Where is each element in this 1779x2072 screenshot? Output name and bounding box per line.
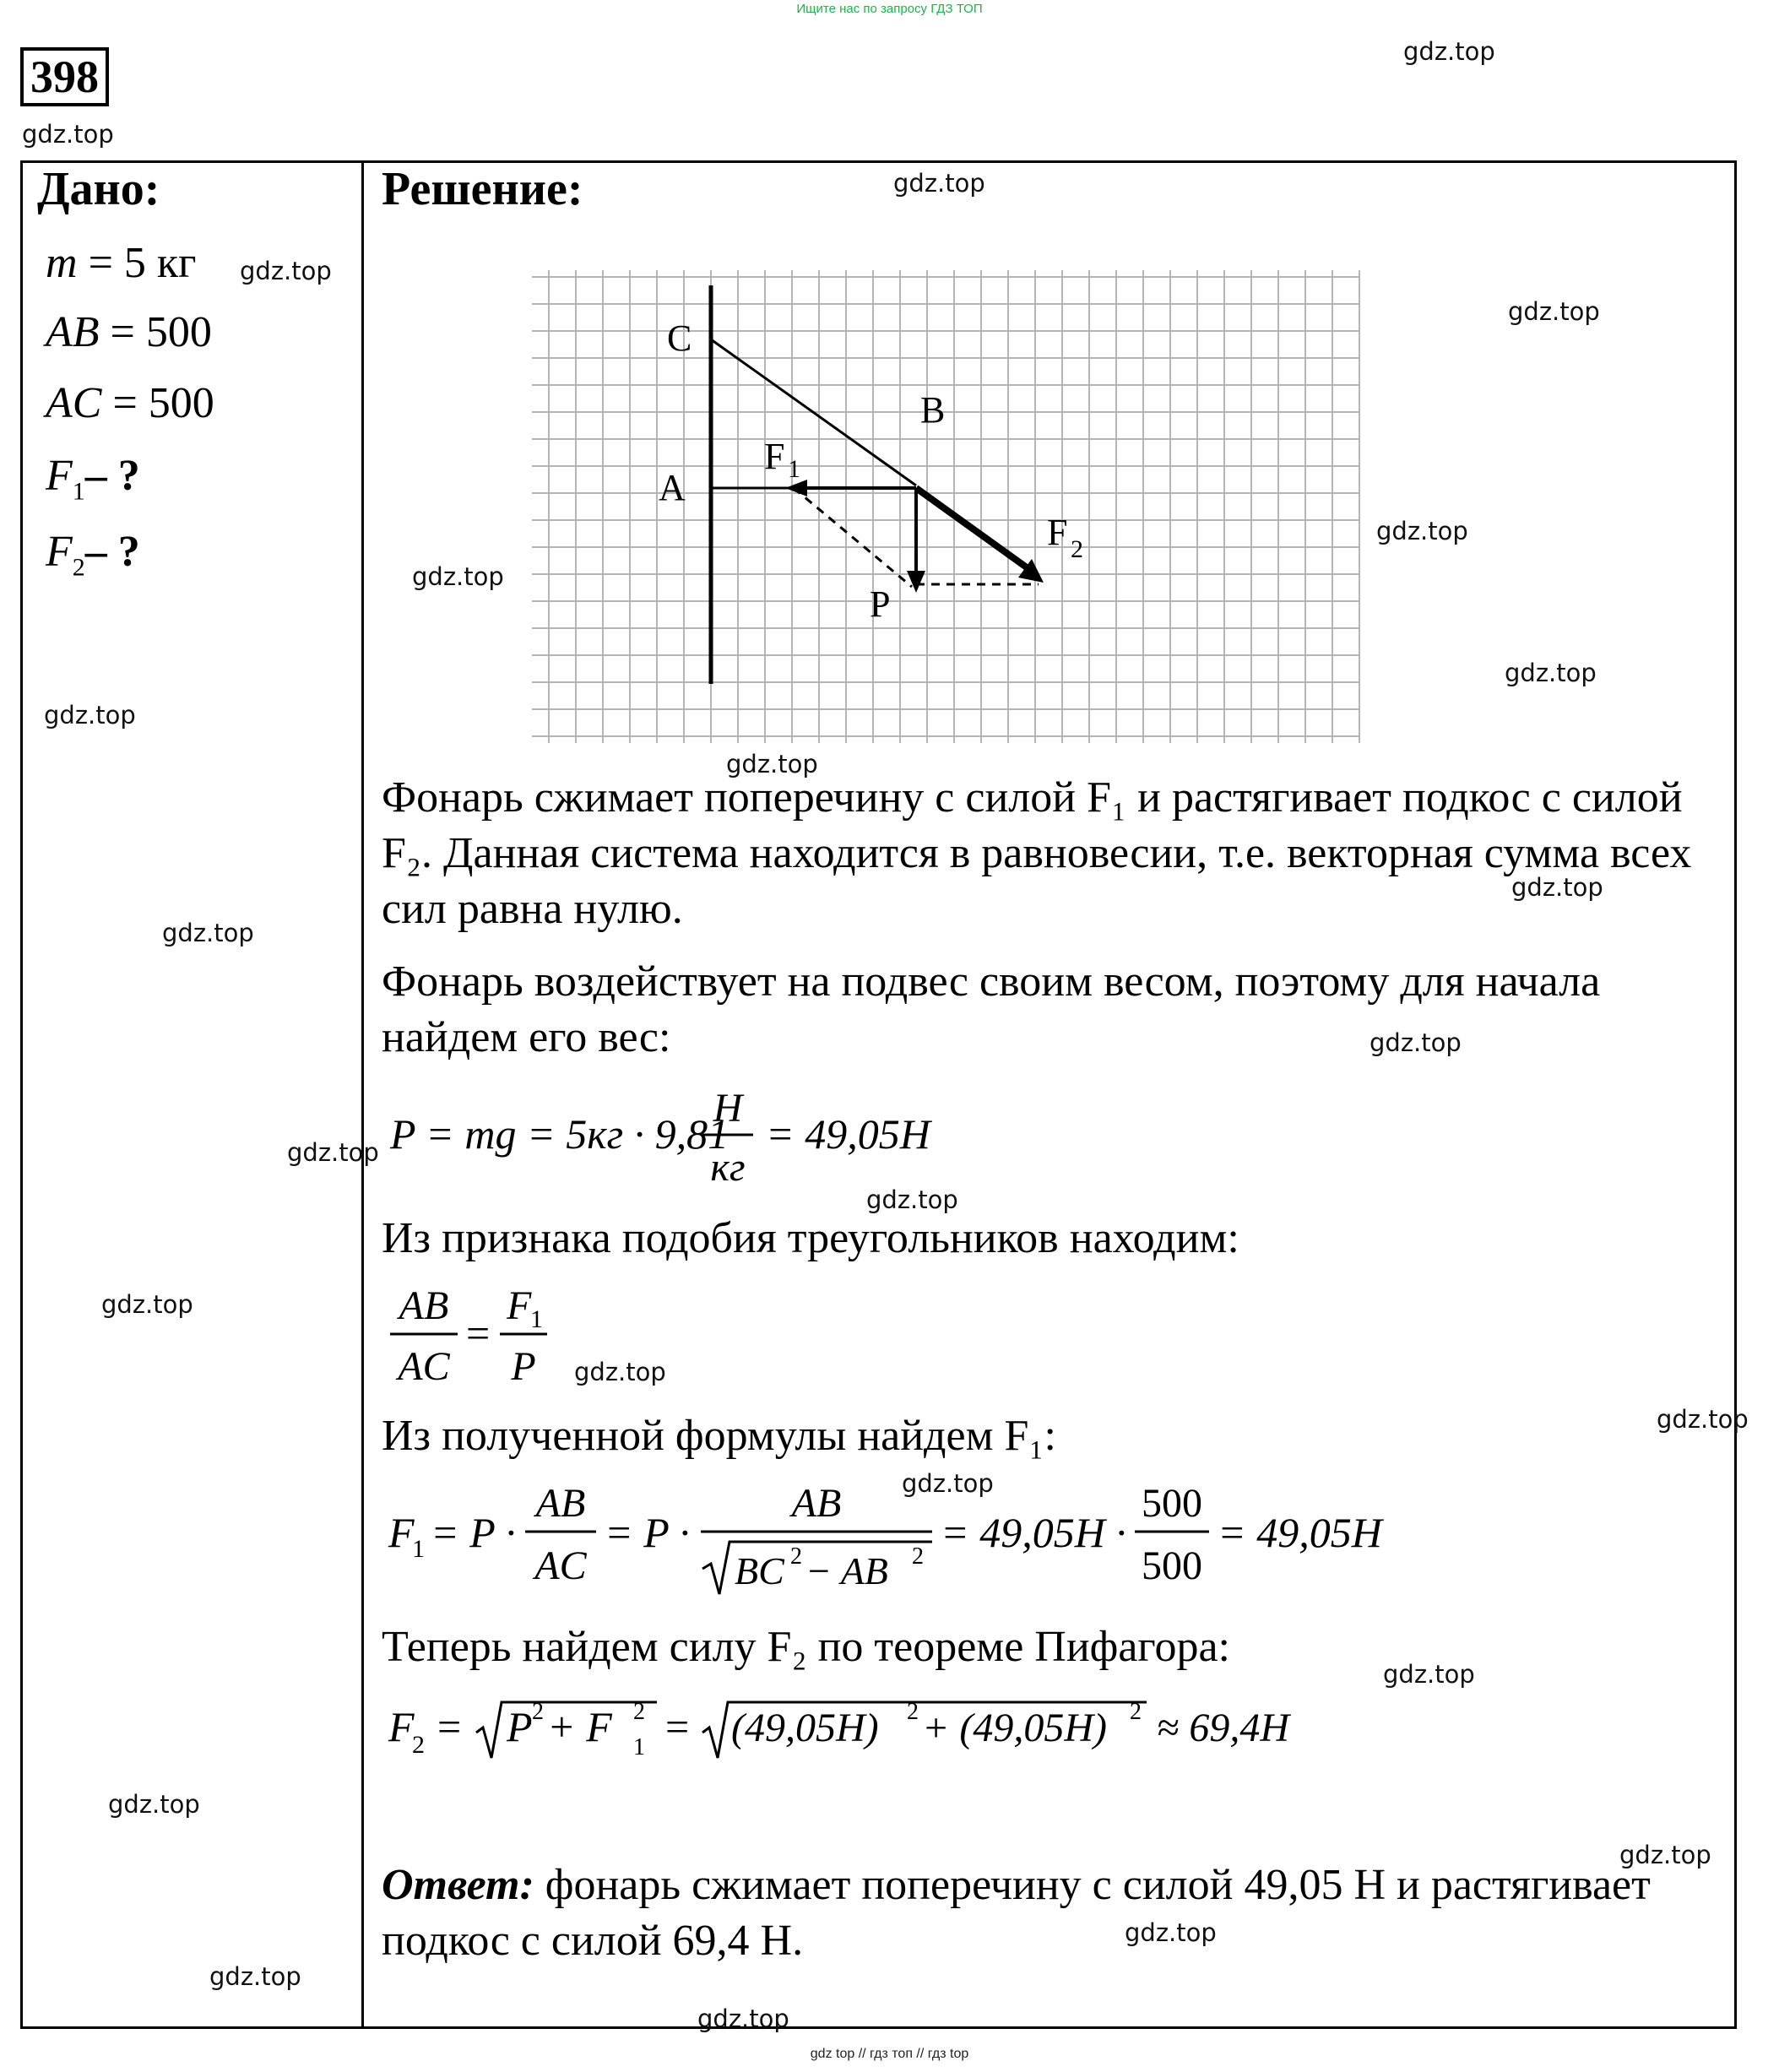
svg-text:BC: BC [735,1549,784,1592]
svg-text:(49,05H): (49,05H) [731,1706,879,1750]
given-ac: AC = 500 [46,379,214,427]
watermark: gdz.top [1511,873,1603,902]
given-heading: Дано: [37,163,160,215]
svg-text:1: 1 [412,1535,425,1563]
svg-text:F: F [388,1509,415,1556]
svg-text:=: = [437,1703,462,1750]
label-f2: F [1047,512,1068,553]
svg-text:500: 500 [1142,1543,1202,1588]
paragraph-equilibrium: Фонарь сжимает поперечину с силой F₁ и растягивает подкос с силой F₂. Данная система находится в равновесии, т.е. векторная сумма всех сил равна нулю. [382,773,1692,933]
watermark: gdz.top [1403,37,1495,66]
watermark: gdz.top [1619,1841,1711,1869]
watermark: gdz.top [1370,1028,1462,1057]
column-divider [361,160,364,2029]
label-f1: F [764,436,785,477]
force-diagram [507,262,1402,751]
top-banner: Ищите нас по запросу ГДЗ ТОП [796,2,983,16]
svg-text:= P ·: = P · [431,1509,516,1556]
label-c: C [667,317,692,359]
footer-text: gdz top // гдз топ // гдз top [810,2047,969,2061]
watermark: gdz.top [902,1469,994,1498]
svg-text:P: P [507,1703,533,1750]
svg-text:F: F [507,1283,532,1328]
svg-text:= P ·: = P · [605,1509,690,1556]
svg-text:2: 2 [1130,1699,1142,1725]
svg-text:F: F [388,1703,415,1750]
svg-text:P: P [511,1344,536,1389]
watermark: gdz.top [1383,1660,1475,1689]
given-ab: AB = 500 [46,308,212,356]
watermark: gdz.top [1505,659,1597,687]
watermark: gdz.top [1376,517,1468,545]
label-b: B [920,389,946,431]
svg-text:кг: кг [710,1145,746,1190]
label-p: P [870,583,891,625]
paragraph-find-f1: Из полученной формулы найдем F₁: [382,1412,1056,1460]
solution-heading: Решение: [382,163,583,215]
given-f2: $F_2-$ ? [46,528,140,582]
watermark: gdz.top [893,169,985,198]
svg-text:1: 1 [633,1734,645,1760]
svg-text:2: 2 [633,1699,645,1725]
svg-text:AC: AC [534,1543,587,1588]
dashed-f1-p [794,488,912,587]
svg-text:2: 2 [907,1699,919,1725]
watermark: gdz.top [866,1185,958,1214]
svg-text:= 49,05H: = 49,05H [1218,1509,1382,1556]
watermark: gdz.top [101,1290,193,1319]
svg-text:− AB: − AB [805,1549,888,1592]
svg-text:P = mg = 5кг · 9,81: P = mg = 5кг · 9,81 [390,1110,729,1158]
svg-text:1: 1 [530,1305,543,1333]
watermark: gdz.top [726,750,818,778]
label-a: A [659,467,686,508]
svg-text:500: 500 [1142,1481,1202,1526]
formula-f2 [382,1680,1479,1782]
vector-f2 [916,488,1030,570]
watermark: gdz.top [209,1962,301,1991]
svg-text:= 49,05H ·: = 49,05H · [941,1509,1126,1556]
svg-text:2: 2 [532,1699,544,1725]
svg-text:=: = [665,1703,690,1750]
watermark: gdz.top [574,1358,666,1386]
watermark: gdz.top [1657,1405,1749,1434]
svg-text:2: 2 [912,1543,924,1570]
given-mass: m = 5 кг [46,239,197,287]
svg-text:+ (49,05H): + (49,05H) [922,1706,1108,1750]
watermark: gdz.top [240,257,332,285]
label-f2-sub: 2 [1071,535,1083,563]
problem-number: 398 [20,47,109,106]
formula-weight [382,1081,1057,1191]
svg-text:+ F: + F [547,1703,612,1750]
answer: Ответ: фонарь сжимает поперечину с силой 49,05 Н и растягивает подкос с силой 69,4 Н. [382,1861,1651,1965]
svg-text:H: H [713,1086,743,1131]
paragraph-weight: Фонарь воздействует на подвес своим весом, поэтому для начала найдем его вес: [382,957,1601,1061]
svg-text:AC: AC [398,1344,450,1389]
svg-text:2: 2 [412,1731,425,1759]
svg-text:AB: AB [791,1481,842,1526]
watermark: gdz.top [412,562,504,591]
vector-p-head [907,571,925,593]
svg-text:2: 2 [790,1543,802,1570]
watermark: gdz.top [108,1790,200,1819]
svg-text:AB: AB [399,1283,449,1328]
watermark: gdz.top [22,120,114,149]
paragraph-find-f2: Теперь найдем силу F₂ по теореме Пифагора: [382,1623,1230,1671]
watermark: gdz.top [1125,1918,1217,1947]
svg-text:=: = [466,1310,491,1357]
svg-text:AB: AB [535,1481,586,1526]
watermark: gdz.top [287,1138,379,1167]
given-f1: $F_1-$ ? [46,452,140,506]
paragraph-similarity: Из признака подобия треугольников находим: [382,1214,1239,1262]
svg-text:= 49,05H: = 49,05H [766,1110,930,1158]
watermark: gdz.top [697,2004,789,2033]
watermark: gdz.top [162,919,254,947]
label-f1-sub: 1 [788,455,800,483]
watermark: gdz.top [44,701,136,730]
svg-text:≈ 69,4H: ≈ 69,4H [1157,1706,1290,1750]
watermark: gdz.top [1508,297,1600,326]
